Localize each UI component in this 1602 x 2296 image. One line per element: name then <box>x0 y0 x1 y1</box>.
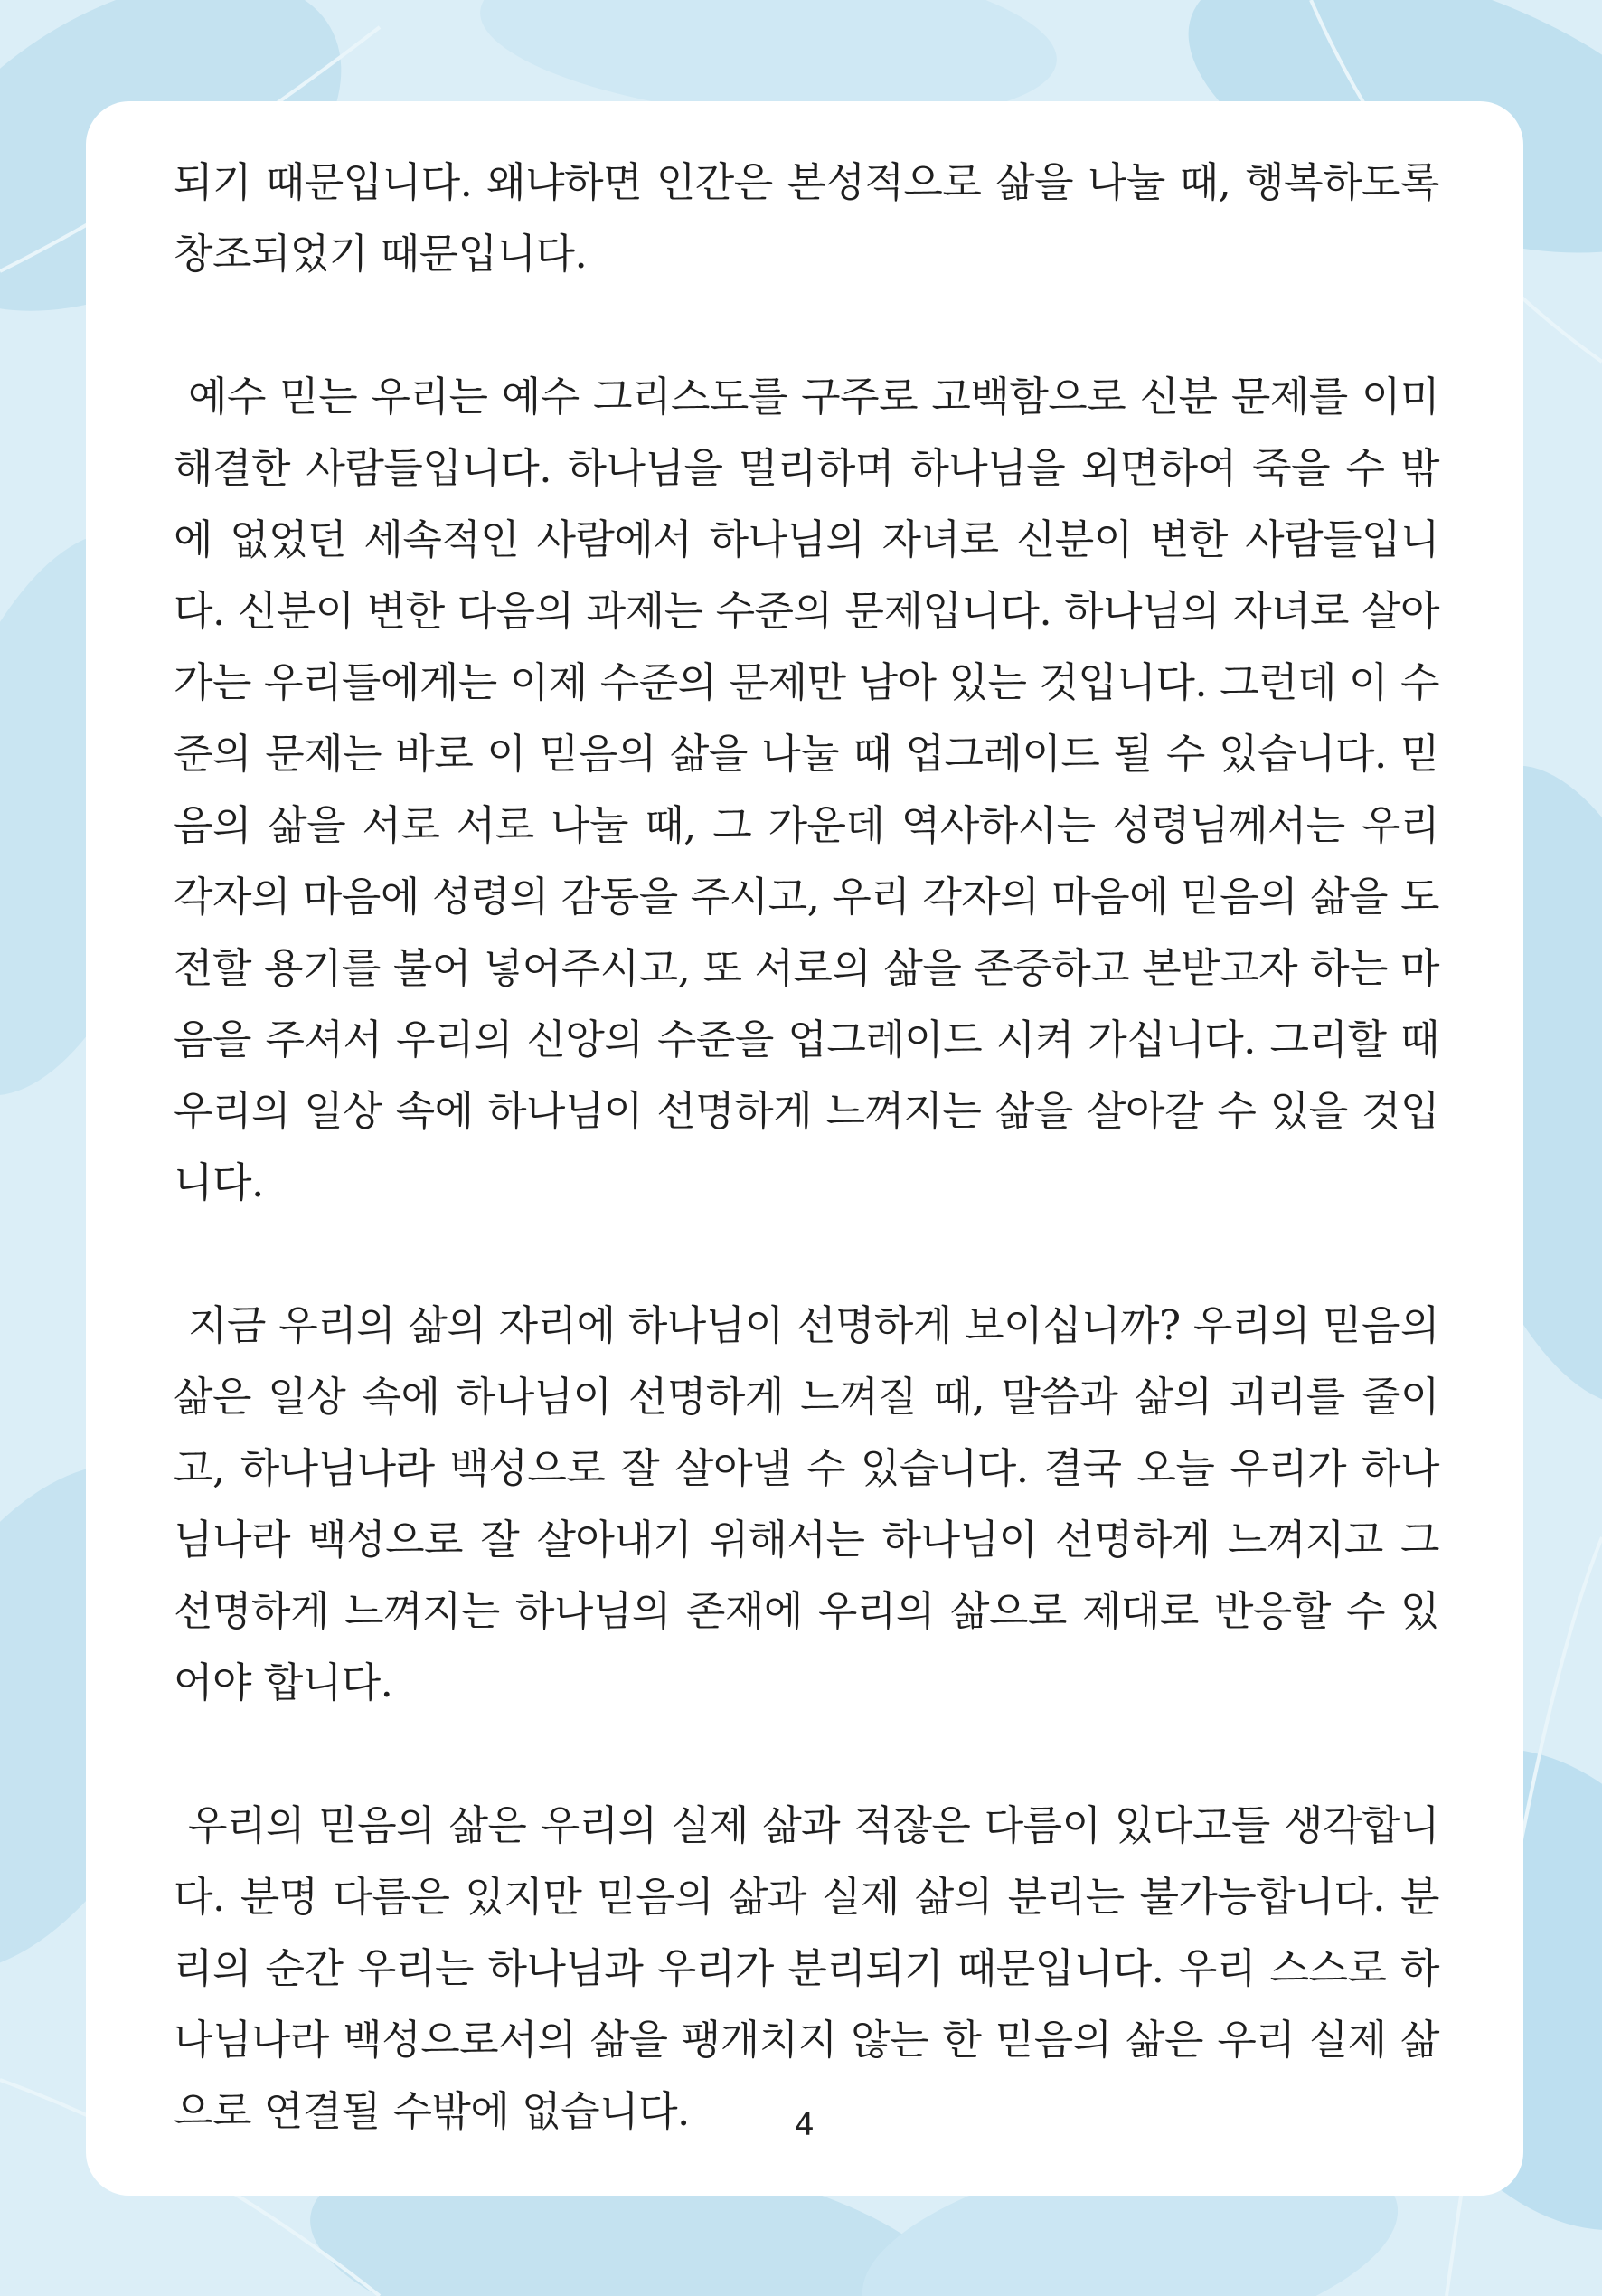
paragraph: 되기 때문입니다. 왜냐하면 인간은 본성적으로 삶을 나눌 때, 행복하도록 창조되었기 때문입니다. <box>174 158 1439 278</box>
paragraph-gap <box>174 1218 1439 1290</box>
paragraph-gap <box>174 289 1439 361</box>
paragraph: 지금 우리의 삶의 자리에 하나님이 선명하게 보이십니까? 우리의 믿음의 삶은 일상 속에 하나님이 선명하게 느껴질 때, 말씀과 삶의 괴리를 줄이고, 하나님나라 백성으로 잘 살아낼 수 있습니다. 결국 오늘 우리가 하나님나라 백성으로 잘 살아내기 위해서는 하나님이 선명하게 느껴지고 그 선명하게 느껴지는 하나님의 존재에 우리의 삶으로 제대로 반응할 수 있어야 합니다. <box>174 1301 1439 1706</box>
paragraph-gap <box>174 1718 1439 1790</box>
paragraph: 우리의 믿음의 삶은 우리의 실제 삶과 적잖은 다름이 있다고들 생각합니다. 분명 다름은 있지만 믿음의 삶과 실제 삶의 분리는 불가능합니다. 분리의 순간 우리는 하나님과 우리가 분리되기 때문입니다. 우리 스스로 하나님나라 백성으로서의 삶을 팽개치지 않는 한 믿음의 삶은 우리 실제 삶으로 연결될 수밖에 없습니다. <box>174 1801 1439 2135</box>
page-card <box>86 101 1523 2196</box>
body-text <box>174 146 1439 2147</box>
page-number: 4 <box>795 2107 815 2143</box>
paragraph: 예수 믿는 우리는 예수 그리스도를 구주로 고백함으로 신분 문제를 이미 해결한 사람들입니다. 하나님을 멀리하며 하나님을 외면하여 죽을 수 밖에 없었던 세속적인 사람에서 하나님의 자녀로 신분이 변한 사람들입니다. 신분이 변한 다음의 과제는 수준의 문제입니다. 하나님의 자녀로 살아가는 우리들에게는 이제 수준의 문제만 남아 있는 것입니다. 그런데 이 수준의 문제는 바로 이 믿음의 삶을 나눌 때 업그레이드 될 수 있습니다. 믿음의 삶을 서로 서로 나눌 때, 그 가운데 역사하시는 성령님께서는 우리 각자의 마음에 성령의 감동을 주시고, 우리 각자의 마음에 믿음의 삶을 도전할 용기를 불어 넣어주시고, 또 서로의 삶을 존중하고 본받고자 하는 마음을 주셔서 우리의 신앙의 수준을 업그레이드 시켜 가십니다. 그리할 때 우리의 일상 속에 하나님이 선명하게 느껴지는 삶을 살아갈 수 있을 것입니다. <box>174 373 1439 1206</box>
